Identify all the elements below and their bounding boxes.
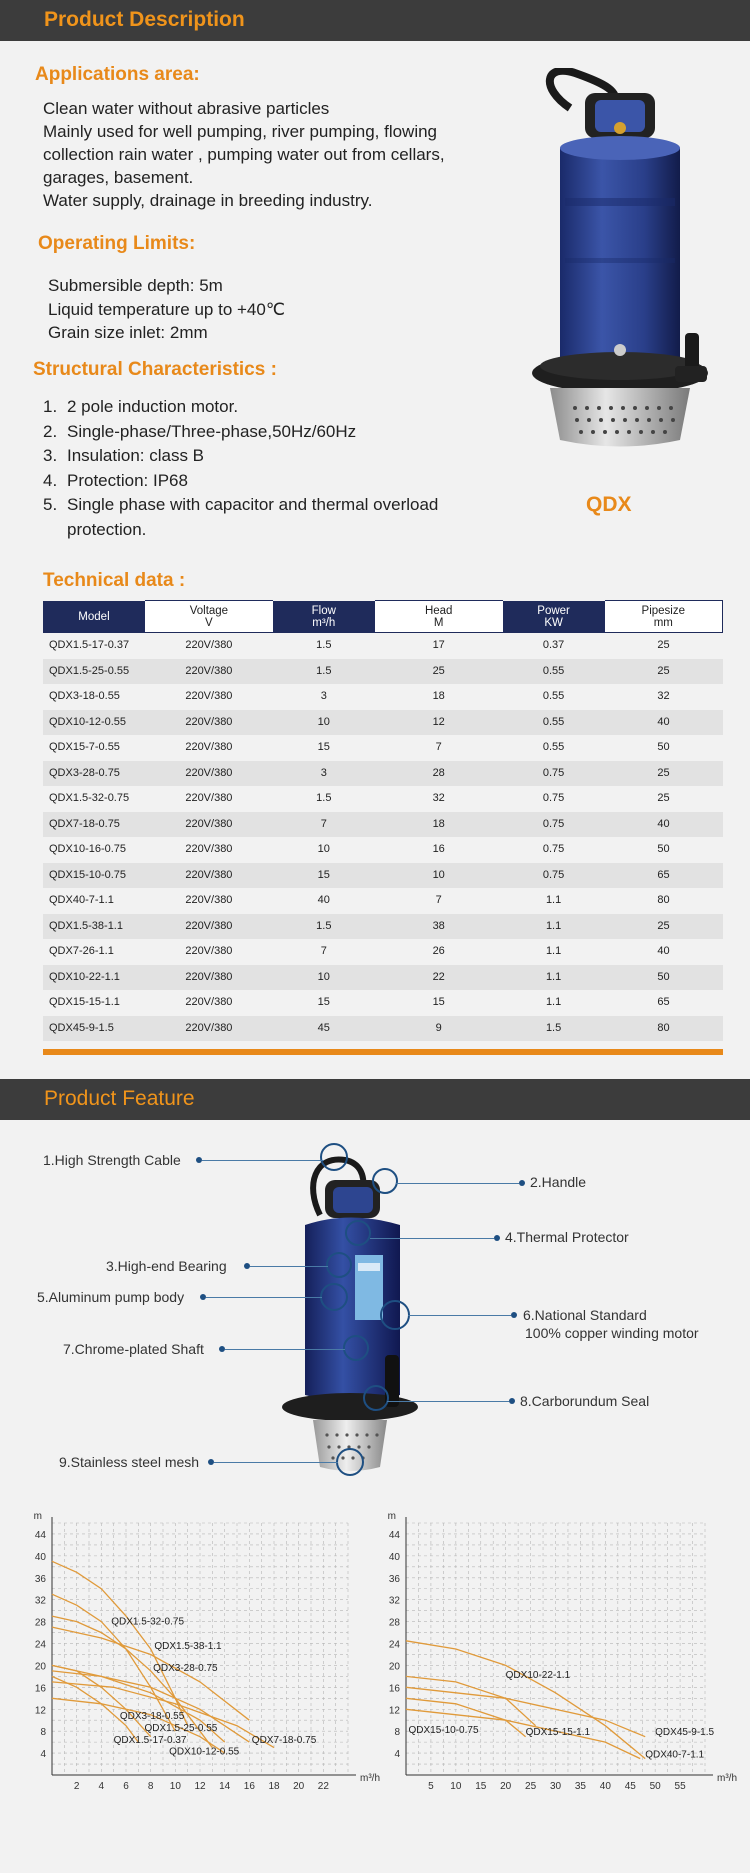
y-tick-label: 8 <box>40 1727 46 1739</box>
series-label: QDX3-18-0.55 <box>119 1711 185 1723</box>
table-cell: 1.1 <box>503 939 605 965</box>
header-label: Flow <box>311 604 336 617</box>
leader-line <box>396 1183 519 1184</box>
table-cell: 10 <box>273 709 375 735</box>
feature-thermal-protector: 4.Thermal Protector <box>505 1229 629 1245</box>
list-item: Single-phase/Three-phase,50Hz/60Hz <box>67 421 357 441</box>
table-cell: 220V/380 <box>145 913 273 939</box>
section-title: Product Feature <box>44 1087 195 1110</box>
x-tick-label: 2 <box>73 1781 80 1792</box>
structural-heading: Structural Characteristics : <box>33 359 277 380</box>
y-tick-label: 8 <box>394 1727 400 1739</box>
product-description-bar <box>0 0 750 41</box>
table-cell: 0.55 <box>503 709 605 735</box>
table-cell: 3 <box>273 760 375 786</box>
table-cell: 0.75 <box>503 786 605 812</box>
table-cell: 220V/380 <box>145 709 273 735</box>
col-power <box>503 601 605 633</box>
table-cell: QDX1.5-25-0.55 <box>43 658 145 684</box>
table-cell: 32 <box>375 786 503 812</box>
header-unit: mm <box>653 616 673 629</box>
x-tick-label: 4 <box>98 1781 105 1792</box>
col-pipesize <box>605 601 723 633</box>
x-tick-label: 20 <box>500 1781 512 1792</box>
header-unit: V <box>205 616 213 629</box>
leader-line <box>370 1238 494 1239</box>
x-tick-label: 14 <box>219 1781 231 1792</box>
table-row <box>43 964 723 990</box>
table-cell: 40 <box>605 811 723 837</box>
limits-heading: Operating Limits: <box>38 233 196 254</box>
section-title: Product Description <box>44 8 245 31</box>
list-number: 4. <box>43 470 58 490</box>
y-tick-label: 20 <box>388 1661 400 1673</box>
table-cell: 28 <box>375 760 503 786</box>
table-cell: QDX1.5-17-0.37 <box>43 633 145 659</box>
list-item: Insulation: class B <box>67 446 205 465</box>
table-cell: 15 <box>273 862 375 888</box>
table-cell: 220V/380 <box>145 633 273 659</box>
x-tick-label: 15 <box>475 1781 487 1792</box>
callout-ring-motor <box>380 1300 410 1330</box>
table-cell: 1.1 <box>503 964 605 990</box>
product-feature-bar <box>0 1079 750 1120</box>
series-label: QDX10-12-0.55 <box>169 1746 240 1758</box>
y-tick-label: 36 <box>388 1573 400 1585</box>
table-cell: 25 <box>605 633 723 659</box>
table-cell: 0.75 <box>503 837 605 863</box>
table-row <box>43 888 723 914</box>
callout-ring-mesh <box>336 1448 364 1476</box>
y-tick-label: 16 <box>34 1683 46 1695</box>
feature-mesh: 9.Stainless steel mesh <box>59 1454 200 1470</box>
x-axis-label: m³/h <box>360 1773 380 1784</box>
table-cell: 50 <box>605 964 723 990</box>
table-row <box>43 760 723 786</box>
x-tick-label: 5 <box>428 1781 434 1792</box>
technical-table <box>43 600 723 1041</box>
table-cell: 25 <box>605 913 723 939</box>
y-tick-label: 40 <box>388 1551 400 1563</box>
table-cell: 18 <box>375 684 503 710</box>
leader-dot <box>519 1180 525 1186</box>
feature-pump-body: 5.Aluminum pump body <box>37 1289 185 1305</box>
table-cell: 1.1 <box>503 990 605 1016</box>
table-header-row <box>43 601 723 633</box>
table-cell: QDX15-15-1.1 <box>43 990 145 1016</box>
x-tick-label: 55 <box>674 1781 686 1792</box>
table-cell: 220V/380 <box>145 990 273 1016</box>
series-label: QDX1.5-25-0.55 <box>144 1723 218 1735</box>
header-label: Power <box>537 604 570 617</box>
callout-ring-bearing <box>326 1252 352 1278</box>
table-cell: 65 <box>605 990 723 1016</box>
feature-shaft: 7.Chrome-plated Shaft <box>63 1341 204 1357</box>
series-line <box>406 1641 645 1759</box>
y-tick-label: 44 <box>34 1529 46 1541</box>
x-axis-label: m³/h <box>717 1773 737 1784</box>
series-label: QDX1.5-38-1.1 <box>154 1641 222 1652</box>
x-tick-label: 30 <box>549 1781 562 1792</box>
table-cell: 220V/380 <box>145 1015 273 1041</box>
table-cell: 0.75 <box>503 760 605 786</box>
table-cell: 220V/380 <box>145 837 273 863</box>
table-cell: QDX1.5-32-0.75 <box>43 786 145 812</box>
pump-image <box>515 68 730 478</box>
table-cell: QDX15-10-0.75 <box>43 862 145 888</box>
table-cell: 7 <box>273 811 375 837</box>
table-cell: 220V/380 <box>145 760 273 786</box>
table-cell: QDX10-16-0.75 <box>43 837 145 863</box>
y-tick-label: 4 <box>40 1749 46 1761</box>
table-cell: 1.1 <box>503 888 605 914</box>
table-cell: 0.37 <box>503 633 605 659</box>
table-cell: QDX10-12-0.55 <box>43 709 145 735</box>
table-cell: 7 <box>375 735 503 761</box>
table-cell: 220V/380 <box>145 658 273 684</box>
col-model <box>43 601 145 633</box>
table-cell: 50 <box>605 837 723 863</box>
series-label: QDX7-18-0.75 <box>251 1735 317 1747</box>
table-cell: 26 <box>375 939 503 965</box>
x-tick-label: 40 <box>599 1781 611 1792</box>
limits-line: Submersible depth: 5m <box>48 276 223 295</box>
table-cell: 10 <box>273 964 375 990</box>
table-cell: 15 <box>375 990 503 1016</box>
table-row <box>43 658 723 684</box>
x-tick-label: 8 <box>147 1781 154 1792</box>
table-cell: QDX3-28-0.75 <box>43 760 145 786</box>
table-cell: 25 <box>605 658 723 684</box>
y-axis-label: m <box>387 1511 396 1522</box>
table-cell: 1.5 <box>273 658 375 684</box>
header-label: Pipesize <box>641 604 685 617</box>
table-cell: 80 <box>605 1015 723 1041</box>
table-cell: 16 <box>375 837 503 863</box>
divider-line <box>43 1049 723 1055</box>
table-row <box>43 633 723 659</box>
y-tick-label: 12 <box>388 1705 400 1717</box>
list-item: Single phase with capacitor and thermal overload <box>67 495 439 514</box>
series-label: QDX10-22-1.1 <box>505 1670 571 1682</box>
callout-ring-seal <box>363 1385 389 1411</box>
x-tick-label: 10 <box>450 1781 462 1792</box>
applications-heading: Applications area: <box>35 64 200 85</box>
leader-dot <box>511 1312 517 1318</box>
table-cell: 80 <box>605 888 723 914</box>
applications-line: collection rain water , pumping water out from cellars, <box>43 145 445 164</box>
table-cell: 0.75 <box>503 811 605 837</box>
header-unit: m³/h <box>312 616 336 629</box>
applications-line: Water supply, drainage in breeding industry. <box>43 191 373 210</box>
table-cell: 40 <box>605 709 723 735</box>
table-cell: QDX45-9-1.5 <box>43 1015 145 1041</box>
table-cell: 15 <box>273 735 375 761</box>
table-cell: 220V/380 <box>145 939 273 965</box>
y-tick-label: 24 <box>388 1639 400 1651</box>
y-tick-label: 36 <box>34 1573 46 1585</box>
table-cell: 1.5 <box>503 1015 605 1041</box>
header-label: Head <box>424 604 453 617</box>
x-tick-label: 6 <box>123 1781 129 1792</box>
x-tick-label: 20 <box>293 1781 305 1792</box>
table-cell: 40 <box>273 888 375 914</box>
header-unit: M <box>433 616 444 629</box>
table-row <box>43 735 723 761</box>
table-cell: 32 <box>605 684 723 710</box>
table-cell: 0.55 <box>503 658 605 684</box>
leader-dot <box>494 1235 500 1241</box>
table-row <box>43 939 723 965</box>
table-cell: 220V/380 <box>145 862 273 888</box>
y-tick-label: 32 <box>388 1595 400 1607</box>
y-tick-label: 16 <box>388 1683 400 1695</box>
table-cell: 0.55 <box>503 735 605 761</box>
table-cell: QDX40-7-1.1 <box>43 888 145 914</box>
table-row <box>43 913 723 939</box>
table-cell: 1.5 <box>273 633 375 659</box>
y-tick-label: 24 <box>34 1639 46 1651</box>
table-cell: QDX15-7-0.55 <box>43 735 145 761</box>
header-label: Model <box>78 610 110 623</box>
feature-pump-image <box>265 1145 465 1480</box>
table-cell: QDX10-22-1.1 <box>43 964 145 990</box>
table-cell: 10 <box>273 837 375 863</box>
y-tick-label: 12 <box>34 1705 46 1717</box>
col-flow <box>273 601 375 633</box>
limits-line: Liquid temperature up to +40℃ <box>48 299 285 319</box>
leader-line <box>408 1315 511 1316</box>
x-tick-label: 10 <box>169 1781 181 1792</box>
table-row <box>43 684 723 710</box>
table-cell: 65 <box>605 862 723 888</box>
y-tick-label: 44 <box>388 1529 400 1541</box>
list-number: 1. <box>43 397 58 416</box>
table-cell: 1.5 <box>273 913 375 939</box>
technical-heading: Technical data : <box>43 570 186 591</box>
table-row <box>43 862 723 888</box>
x-tick-label: 12 <box>194 1781 206 1792</box>
leader-dot <box>509 1398 515 1404</box>
product-label: QDX <box>586 493 632 516</box>
table-cell: 38 <box>375 913 503 939</box>
x-tick-label: 18 <box>268 1781 280 1792</box>
list-item: 2 pole induction motor. <box>67 397 239 416</box>
series-label: QDX1.5-32-0.75 <box>111 1616 185 1628</box>
y-axis-label: m <box>33 1511 42 1522</box>
table-row <box>43 990 723 1016</box>
list-number: 5. <box>43 495 58 514</box>
x-tick-label: 50 <box>649 1781 661 1792</box>
leader-line <box>250 1266 328 1267</box>
leader-line <box>225 1349 345 1350</box>
callout-ring-thermal <box>345 1220 371 1246</box>
callout-ring-handle <box>372 1168 398 1194</box>
header-unit: KW <box>544 616 563 629</box>
col-head <box>375 601 503 633</box>
table-cell: 1.5 <box>273 786 375 812</box>
list-number: 3. <box>43 446 58 465</box>
header-label: Voltage <box>189 604 229 617</box>
table-cell: 220V/380 <box>145 786 273 812</box>
limits-text <box>48 274 285 345</box>
performance-chart-right <box>380 1505 745 1795</box>
y-tick-label: 4 <box>394 1749 400 1761</box>
table-cell: 9 <box>375 1015 503 1041</box>
table-cell: 220V/380 <box>145 735 273 761</box>
applications-line: Clean water without abrasive particles <box>43 99 330 118</box>
feature-bearing: 3.High-end Bearing <box>106 1258 227 1274</box>
callout-ring-shaft <box>343 1335 369 1361</box>
y-tick-label: 32 <box>34 1595 46 1607</box>
list-number: 2. <box>43 421 58 441</box>
table-cell: 25 <box>375 658 503 684</box>
table-cell: 45 <box>273 1015 375 1041</box>
y-tick-label: 20 <box>34 1661 46 1673</box>
series-label: QDX15-10-0.75 <box>408 1724 479 1736</box>
series-label: QDX1.5-17-0.37 <box>113 1735 187 1747</box>
table-row <box>43 1015 723 1041</box>
feature-cable: 1.High Strength Cable <box>43 1152 181 1168</box>
y-tick-label: 40 <box>34 1551 46 1563</box>
table-cell: 12 <box>375 709 503 735</box>
list-number <box>43 518 67 543</box>
x-tick-label: 45 <box>624 1781 636 1792</box>
table-cell: 220V/380 <box>145 811 273 837</box>
callout-ring-body <box>320 1283 348 1311</box>
x-tick-label: 25 <box>525 1781 537 1792</box>
table-cell: 22 <box>375 964 503 990</box>
table-cell: 0.75 <box>503 862 605 888</box>
performance-chart-left <box>10 1505 380 1795</box>
table-cell: 18 <box>375 811 503 837</box>
table-cell: 7 <box>375 888 503 914</box>
leader-line <box>202 1160 324 1161</box>
table-cell: 220V/380 <box>145 888 273 914</box>
feature-seal: 8.Carborundum Seal <box>520 1393 650 1409</box>
leader-line <box>387 1401 509 1402</box>
table-cell: 10 <box>375 862 503 888</box>
y-tick-label: 28 <box>34 1617 46 1629</box>
table-cell: 15 <box>273 990 375 1016</box>
leader-line <box>214 1462 338 1463</box>
table-cell: QDX7-26-1.1 <box>43 939 145 965</box>
table-row <box>43 837 723 863</box>
table-cell: 220V/380 <box>145 964 273 990</box>
feature-handle: 2.Handle <box>530 1174 587 1190</box>
table-cell: 220V/380 <box>145 684 273 710</box>
series-label: QDX45-9-1.5 <box>655 1727 715 1739</box>
table-cell: 50 <box>605 735 723 761</box>
feature-national-standard: 6.National Standard <box>523 1307 647 1323</box>
applications-line: garages, basement. <box>43 168 194 187</box>
table-cell: QDX1.5-38-1.1 <box>43 913 145 939</box>
series-label: QDX40-7-1.1 <box>645 1749 705 1761</box>
structural-list <box>43 395 438 542</box>
table-cell: 25 <box>605 786 723 812</box>
table-cell: QDX3-18-0.55 <box>43 684 145 710</box>
table-row <box>43 709 723 735</box>
leader-line <box>206 1297 322 1298</box>
table-cell: 0.55 <box>503 684 605 710</box>
col-voltage <box>145 601 273 633</box>
feature-copper-winding: 100% copper winding motor <box>525 1325 699 1341</box>
table-row <box>43 786 723 812</box>
applications-line: Mainly used for well pumping, river pumping, flowing <box>43 122 438 141</box>
series-label: QDX15-15-1.1 <box>525 1727 591 1739</box>
table-cell: 1.1 <box>503 913 605 939</box>
x-tick-label: 22 <box>317 1781 329 1792</box>
list-item: Protection: IP68 <box>67 470 188 490</box>
list-item: protection. <box>67 519 147 539</box>
table-cell: 17 <box>375 633 503 659</box>
table-cell: 7 <box>273 939 375 965</box>
table-cell: 40 <box>605 939 723 965</box>
limits-line: Grain size inlet: 2mm <box>48 323 208 342</box>
x-tick-label: 16 <box>243 1781 255 1792</box>
y-tick-label: 28 <box>388 1617 400 1629</box>
table-row <box>43 811 723 837</box>
applications-text <box>43 97 445 212</box>
table-cell: 3 <box>273 684 375 710</box>
callout-ring-cable <box>320 1143 348 1171</box>
table-cell: QDX7-18-0.75 <box>43 811 145 837</box>
table-cell: 25 <box>605 760 723 786</box>
x-tick-label: 35 <box>574 1781 586 1792</box>
series-label: QDX3-28-0.75 <box>153 1662 218 1674</box>
